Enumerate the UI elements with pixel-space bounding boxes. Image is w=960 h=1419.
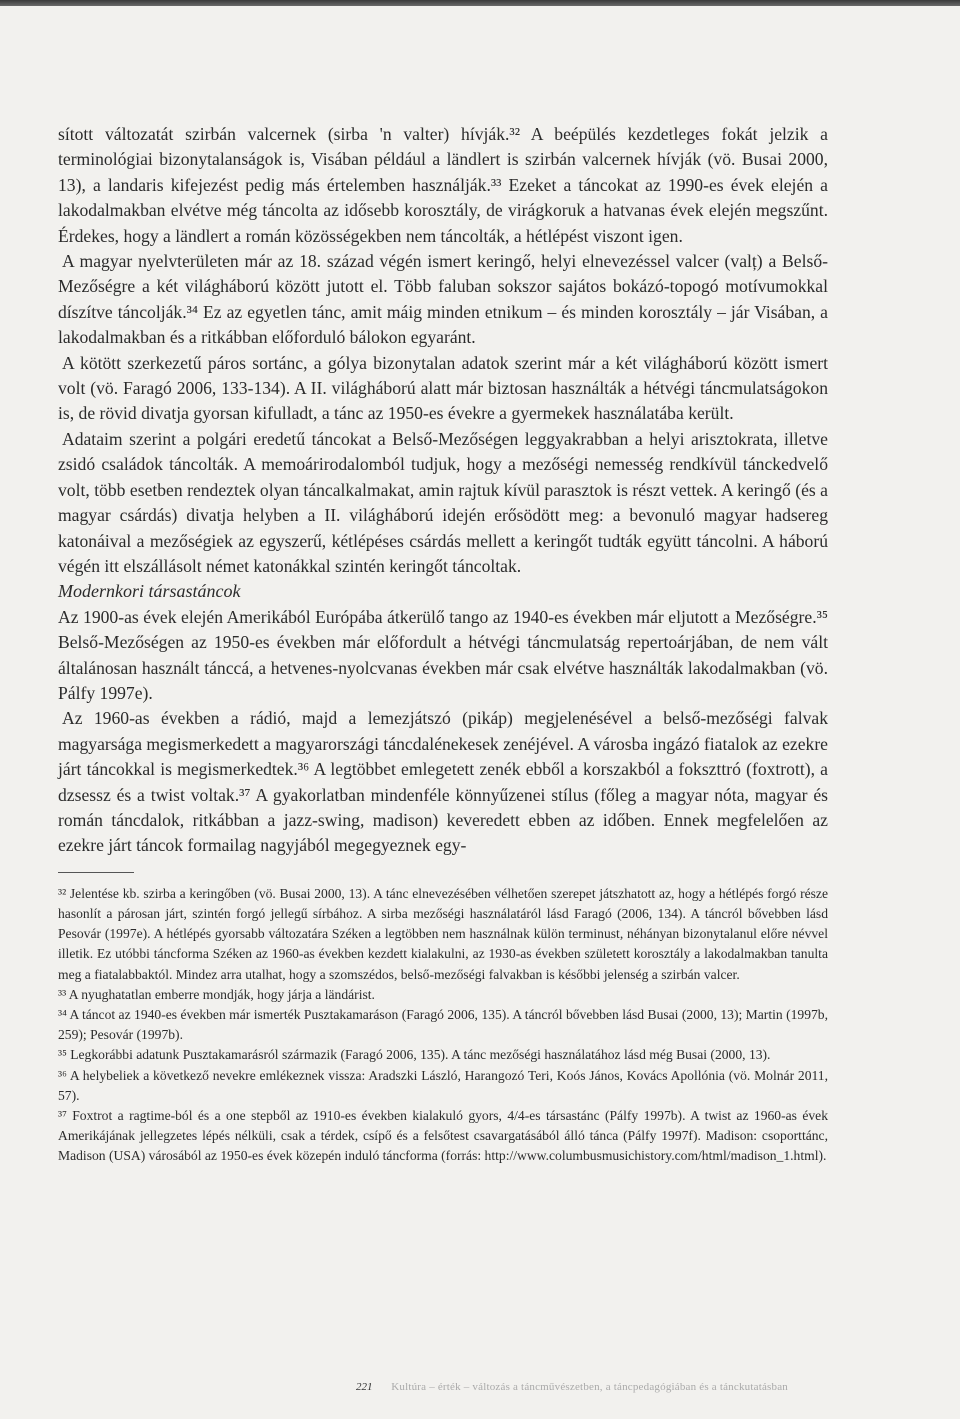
footnote-37: ³⁷ Foxtrot a ragtime-ból és a one stepből az 1910-es években kialakuló gyors, 4/4-es társastánc (Pálfy 1997b). A twist az 1960-as évek Amerikájának jellegzetes lépés nélküli, csak a térdek, csípő és a felsőtest csavargatásából álló tánca (Pálfy 1997f). Madison: csoporttánc, Madison (USA) városából az 1950-es évek közepén induló táncforma (forrás: http://www.columbusmusichistory.com/html/madison_1.html). xyxy=(58,1108,828,1164)
main-text xyxy=(58,122,828,859)
footnote-34: ³⁴ A táncot az 1940-es években már ismerték Pusztakamaráson (Faragó 2006, 135). A táncról bővebben lásd Busai (2000, 13); Martin (1997b, 259); Pesovár (1997b). xyxy=(58,1007,828,1043)
top-border-rule xyxy=(0,0,960,6)
footnotes xyxy=(58,884,828,1167)
section-paragraph-1: Az 1900-as évek elején Amerikából Európába átkerülő tango az 1940-es években már eljutott a Mezőségre.³⁵ Belső-Mezőségen az 1950-es években már előfordult a hétvégi táncmulatság repertoárjában, de nem vált általánosan használt tánccá, a hetvenes-nyolcvanas években már csak elvétve használták lakodalmakban (vö. Pálfy 1997e). xyxy=(58,606,828,703)
page-footer xyxy=(356,1381,916,1393)
paragraph-3: A kötött szerkezetű páros sortánc, a gólya bizonytalan adatok szerint már a két világháború között ismert volt (vö. Faragó 2006, 133-134). A II. világháború alatt már biztosan használták a hétvégi táncmulatságokon is, de rövid divatja gyorsan kifulladt, a tánc az 1950-es évekre a gyermekek használatába került. xyxy=(58,352,828,424)
page-number: 221 xyxy=(356,1381,373,1393)
section-paragraph-2: Az 1960-as években a rádió, majd a lemezjátszó (pikáp) megjelenésével a belső-mezőségi falvak magyarsága megismerkedett a magyarországi táncdalénekesek zenéjével. A városba ingázó fiatalok az ezekre járt táncokkal is megismerkedtek.³⁶ A legtöbbet emlegetett zenék ebből a korszakból a fokszttró (foxtrott), a dzsessz és a twist voltak.³⁷ A gyakorlatban mindenféle könnyűzenei stílus (főleg a magyar nóta, magyar és román táncdalok, ritkábban a jazz-swing, madison) keveredett ebben az időben. Ennek megfelelően az ezekre járt táncok formailag nagyjából megegyeznek egy- xyxy=(58,708,828,856)
footnote-33: ³³ A nyughatatlan emberre mondják, hogy járja a ländárist. xyxy=(58,986,375,1002)
paragraph-1: sított változatát szirbán valcernek (sirba 'n valter) hívják.³² A beépülés kezdetleges fokát jelzik a terminológiai bizonytalanságok is, Visában például a ländlert is szirbán valcernek hívják (vö. Busai 2000, 13), a landaris kifejezést pedig más értelemben használják.³³ Ezeket a táncokat az 1990-es évek elején a lakodalmakban elvétve még táncolta az idősebb korosztály, de virágkoruk a hatvanas évek elején megszűnt. Érdekes, hogy a ländlert a román közösségekben nem táncolták, a hétlépést viszont igen. xyxy=(58,124,828,246)
paragraph-4: Adataim szerint a polgári eredetű táncokat a Belső-Mezőségen leggyakrabban a helyi arisztokrata, illetve zsidó családok táncolták. A memoárirodalomból tudjuk, hogy a mezőségi nemesség rendkívül tánckedvelő volt, több esetben rendeztek olyan táncalkalmakat, amin rajtuk kívül parasztok is részt vettek. A keringő (és a magyar csárdás) divatja helyben a II. világháború idején erősödött meg: a bevonuló magyar hadsereg katonáival a mezőségiek az egyszerű, kétlépéses csárdás mellett a keringőt tudták együtt táncolni. A háború végén itt elszállásolt német katonákkal szintén keringőt táncoltak. xyxy=(58,428,828,576)
paragraph-2: A magyar nyelvterületen már az 18. század végén ismert keringő, helyi elnevezéssel valcer (valț) a Belső-Mezőségre a két világháború között jutott el. Több faluban sokszor sajátos bokázó-topogó motívumokkal díszítve táncolják.³⁴ Ez az egyetlen tánc, amit máig minden etnikum – és minden korosztály – jár Visában, a lakodalmakban és a ritkábban előforduló bálokon egyaránt. xyxy=(58,251,828,348)
page-content xyxy=(58,122,828,1167)
footnote-36: ³⁶ A helybeliek a következő nevekre emlékeznek vissza: Aradszki László, Harangozó Teri, Koós János, Kovács Apollónia (vö. Molnár 2011, 57). xyxy=(58,1067,828,1103)
footnote-35: ³⁵ Legkorábbi adatunk Pusztakamarásról származik (Faragó 2006, 135). A tánc mezőségi használatához lásd még Busai (2000, 13). xyxy=(58,1047,771,1063)
footnote-divider xyxy=(58,872,134,873)
footnote-32: ³² Jelentése kb. szirba a keringőben (vö. Busai 2000, 13). A tánc elnevezésében vélhetően szerepet játszhatott az, hogy a hétlépés forgó része hasonlít a párosan járt, szintén forgó jellegű sírbához. A sirba mezőségi használatáról lásd Faragó (2006, 134). A táncról bővebben lásd Pesovár (1997e). A hétlépés gyorsabb változatára Széken a legtöbben nem használnak külön terminust, néhányan bizonytalanul előre névvel illetik. Ez utóbbi táncforma Széken az 1960-as években kezdett kialakulni, az 1930-as években született korosztály a lakodalmakban tanulta meg a fiatalabbaktól. Mindez arra utalhat, hogy a szomszédos, belső-mezőségi falvakban is későbbi jelenség a szirbán valcer. xyxy=(58,885,828,982)
running-title: Kultúra – érték – változás a táncművészetben, a táncpedagógiában és a tánckutatásban xyxy=(391,1381,788,1393)
section-heading: Modernkori társastáncok xyxy=(58,581,241,602)
